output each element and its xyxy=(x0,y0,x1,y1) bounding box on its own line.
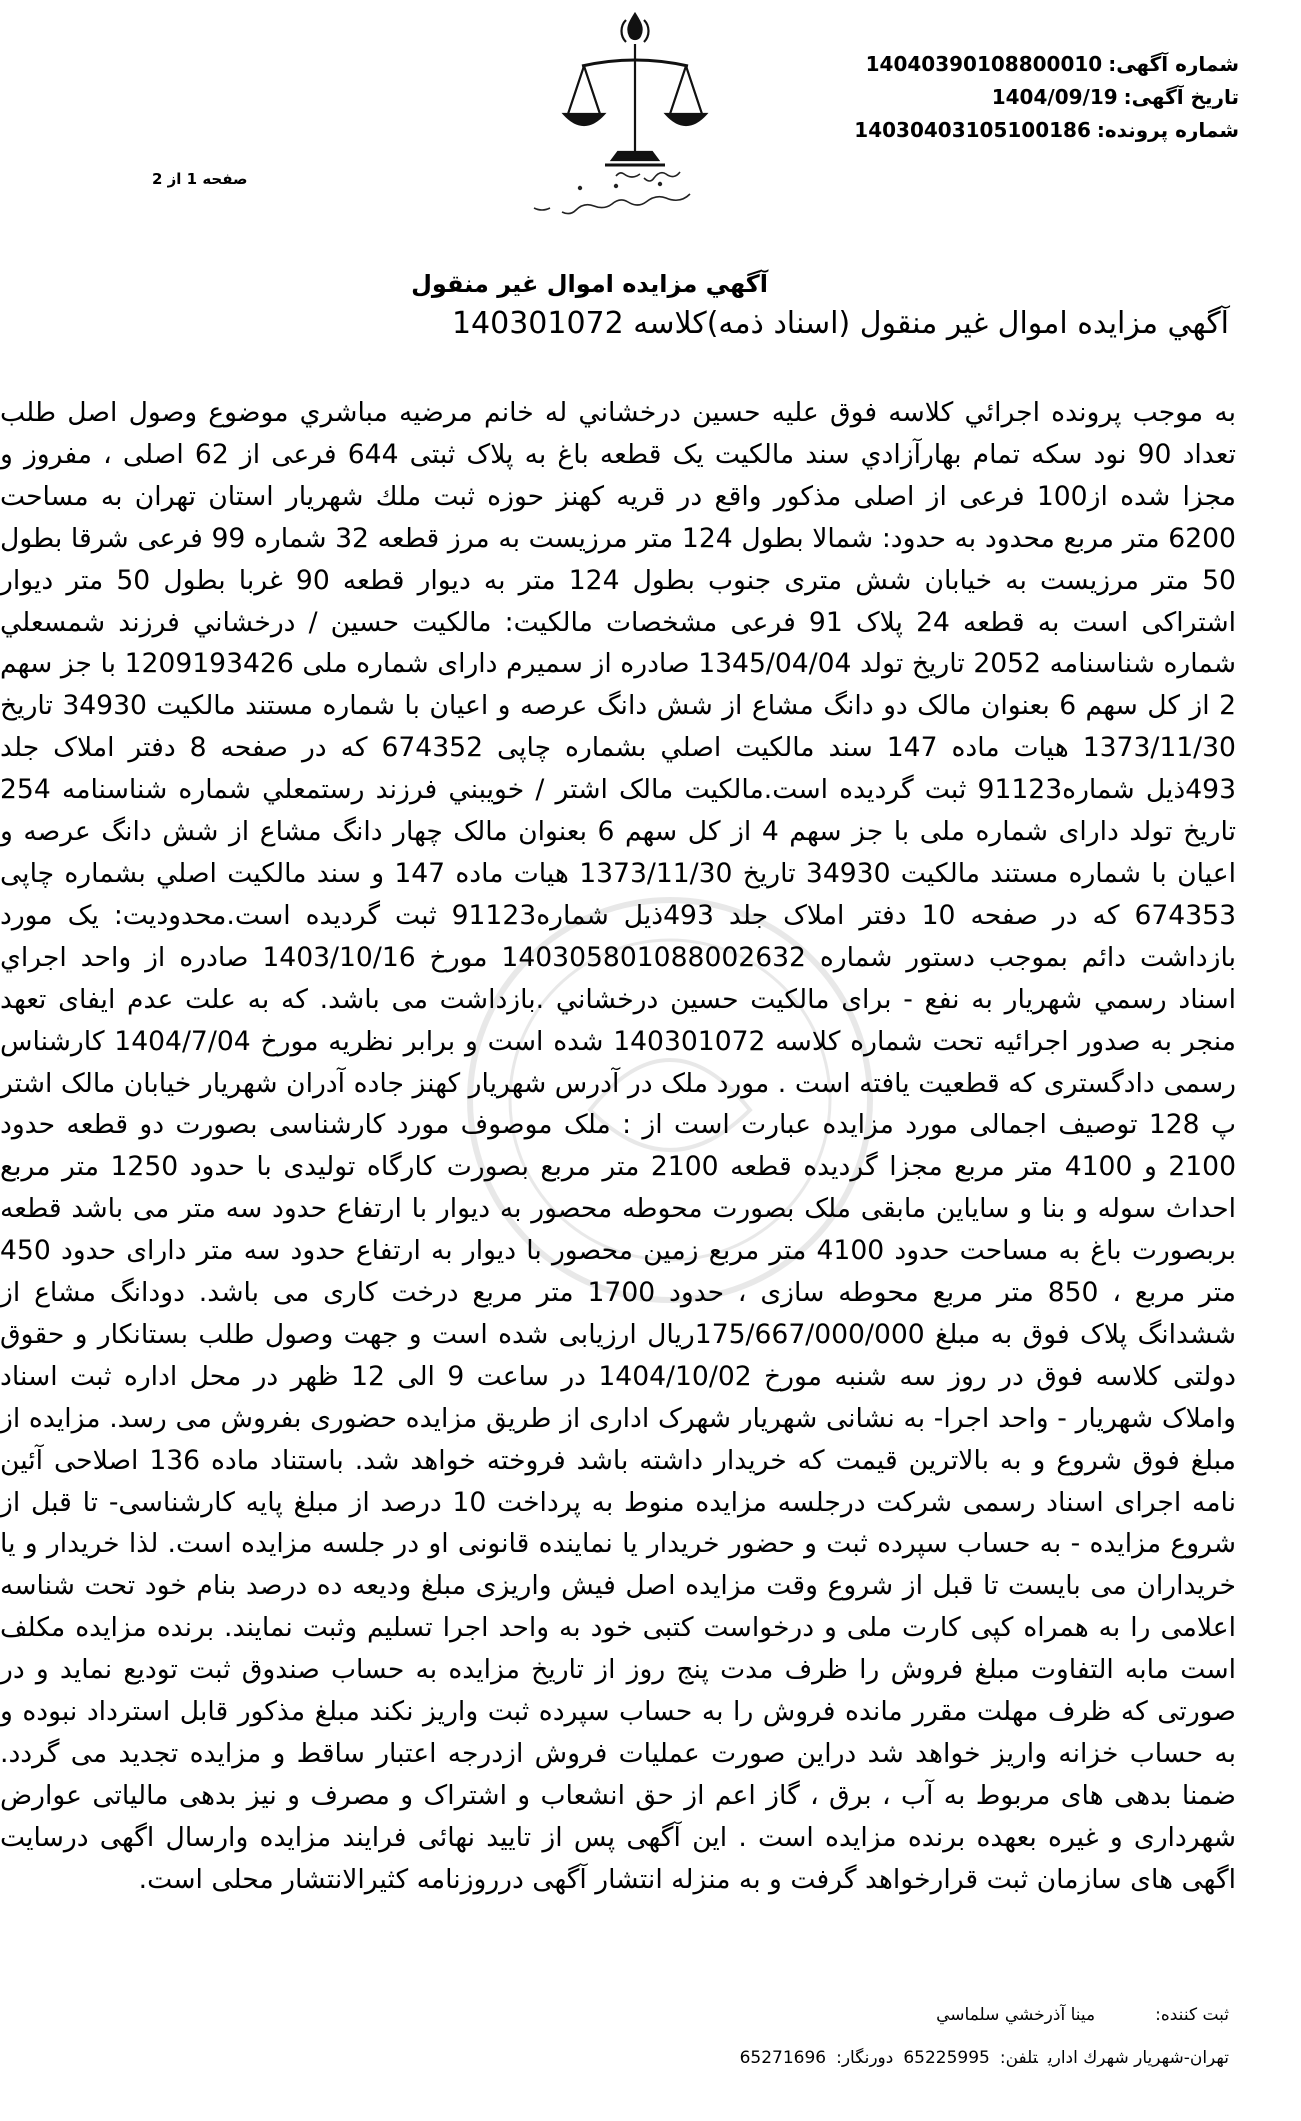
case-number-row xyxy=(854,114,1239,147)
case-number-label: شماره پرونده: xyxy=(1096,118,1239,142)
notice-body-text: به موجب پرونده اجرائي كلاسه فوق عليه حسين درخشاني له خانم مرضيه مباشري موضوع وصول اصل طلب تعداد 90 نود سکه تمام بهارآزادي سند مالكيت يک قطعه باغ به پلاک ثبتی 644 فرعی از 62 اصلی ، مفروز و مجزا شده از100 فرعی از اصلی مذکور واقع در قريه کهنز حوزه ثبت ملك شهريار استان تهران به مساحت 6200 متر مربع محدود به حدود: شمالا بطول 124 متر مرزيست به مرز قطعه 32 شماره 99 فرعی شرقا بطول 50 متر مرزيست به خيابان شش متری جنوب بطول 124 متر به ديوار قطعه 90 غربا بطول 50 متر ديوار اشتراکی است به قطعه 24 پلاک 91 فرعی مشخصات مالکيت: مالکيت حسين / درخشاني فرزند شمسعلي شماره شناسنامه 2052 تاريخ تولد 1345/04/04 صادره از سميرم دارای شماره ملی 1209193426 با جز سهم 2 از کل سهم 6 بعنوان مالک دو دانگ مشاع از شش دانگ عرصه و اعيان با شماره مستند مالکيت 34930 تاريخ 1373/11/30 هيات ماده 147 سند مالکيت اصلي بشماره چاپی 674352 که در صفحه 8 دفتر املاک جلد 493ذيل شماره91123 ثبت گرديده است.مالکيت مالک اشتر / خويبني فرزند رستمعلي شماره شناسنامه 254 تاريخ تولد دارای شماره ملی با جز سهم 4 از کل سهم 6 بعنوان مالک چهار دانگ مشاع از شش دانگ عرصه و اعيان با شماره مستند مالکيت 34930 تاريخ 1373/11/30 هيات ماده 147 و سند مالکيت اصلي بشماره چاپی 674353 که در صفحه 10 دفتر املاک جلد 493ذيل شماره91123 ثبت گرديده است.محدوديت: يک مورد بازداشت دائم بموجب دستور شماره 140305801088002632 مورخ 1403/10/16 صادره از واحد اجراي اسناد رسمي شهريار به نفع - برای مالکيت حسين درخشاني .بازداشت می باشد. که به علت عدم ايفای تعهد منجر به صدور اجرائيه تحت شماره کلاسه 140301072 شده است و برابر نظريه مورخ 1404/7/04 کارشناس رسمی دادگستری که قطعيت يافته است . مورد ملک در آدرس شهريار کهنز جاده آدران شهريار خيابان مالک اشتر پ 128 توصيف اجمالی مورد مزايده عبارت است از : ملک موصوف مورد کارشناسی بصورت دو قطعه حدود 2100 و 4100 متر مربع مجزا گرديده قطعه 2100 متر مربع بصورت کارگاه توليدی با حدود 1250 متر مربع احداث سوله و بنا و ساياين مابقی ملک بصورت محوطه محصور به ديوار با ارتفاع حدود سه متر می باشد قطعه بربصورت باغ به مساحت حدود 4100 متر مربع زمين محصور با ديوار به ارتفاع حدود سه متر دارای حدود 450 متر مربع ، 850 متر مربع محوطه سازی ، حدود 1700 متر مربع درخت کاری می باشد. دودانگ مشاع از ششدانگ پلاک فوق به مبلغ 175/667/000/000ريال ارزيابی شده است و جهت وصول طلب بستانکار و حقوق دولتی کلاسه فوق در روز سه شنبه مورخ 1404/10/02 در ساعت 9 الی 12 ظهر در محل اداره ثبت اسناد واملاک شهريار - واحد اجرا- به نشانی شهريار شهرک اداری از طريق مزايده حضوری بفروش می رسد. مزايده از مبلغ فوق شروع و به بالاترين قيمت که خريدار داشته باشد فروخته خواهد شد. باستناد ماده 136 اصلاحی آئين نامه اجرای اسناد رسمی شرکت درجلسه مزايده منوط به پرداخت 10 درصد از مبلغ پايه کارشناسی- تا قبل از شروع مزايده - به حساب سپرده ثبت و حضور خريدار يا نماينده قانونی او در جلسه مزايده است. لذا خريدار و يا خريداران می بايست تا قبل از شروع وقت مزايده اصل فيش واريزی مبلغ وديعه ده درصد بنام خود تحت شناسه اعلامی را به همراه کپی کارت ملی و درخواست کتبی خود به واحد اجرا تسليم وثبت نمايند. برنده مزايده مکلف است مابه التفاوت مبلغ فروش را ظرف مدت پنج روز از تاريخ مزايده به حساب صندوق ثبت توديع نمايد و در صورتی که ظرف مهلت مقرر مانده فروش را به حساب سپرده ثبت واريز نکند مبلغ مذکور قابل استرداد نبوده و به حساب خزانه واريز خواهد شد دراين صورت عمليات فروش ازدرجه اعتبار ساقط و مزايده تجديد می گردد. ضمنا بدهی های مربوط به آب ، برق ، گاز اعم از حق انشعاب و اشتراک و مصرف و نيز بدهی مالياتی عوارض شهرداری و غيره بعهده برنده مزايده است . اين آگهی پس از تاييد نهائی فرايند مزايده وارسال اگهی درسايت اگهی های سازمان ثبت قرارخواهد گرفت و به منزله انتشار آگهی درروزنامه کثيرالانتشار محلی است. xyxy=(0,397,1237,1895)
registrar-line xyxy=(936,2005,1229,2025)
notice-subtitle: آگهي مزايده اموال غير منقول (اسناد ذمه)كلاسه 140301072 xyxy=(451,306,1229,341)
registrar-label: ثبت كننده: xyxy=(1155,2005,1229,2025)
office-address: تهران-شهريار شهرك اداري xyxy=(1047,2048,1229,2068)
page-indicator: صفحه 1 از 2 xyxy=(152,170,248,188)
contact-line xyxy=(730,2048,1229,2068)
organization-calligraphy-logo xyxy=(520,160,710,220)
fax-label: دورنگار: xyxy=(836,2048,894,2068)
phone-number: 65225995 xyxy=(903,2048,990,2068)
registrar-name: مينا آذرخشي سلماسي xyxy=(936,2005,1096,2025)
notice-title: آگهي مزايده اموال غير منقول xyxy=(411,270,768,298)
case-number: 14030403105100186 xyxy=(854,118,1091,142)
ad-number: 14040390108800010 xyxy=(865,52,1103,76)
ad-number-row xyxy=(854,48,1239,81)
fax-number: 65271696 xyxy=(739,2048,827,2068)
ad-date-label: تاریخ آگهی: xyxy=(1123,85,1239,109)
ad-number-label: شماره آگهی: xyxy=(1108,52,1239,76)
ad-meta-block xyxy=(854,48,1239,147)
phone-label: تلفن: xyxy=(999,2048,1038,2068)
ad-date: 1404/09/19 xyxy=(991,85,1118,109)
ad-date-row xyxy=(854,81,1239,114)
